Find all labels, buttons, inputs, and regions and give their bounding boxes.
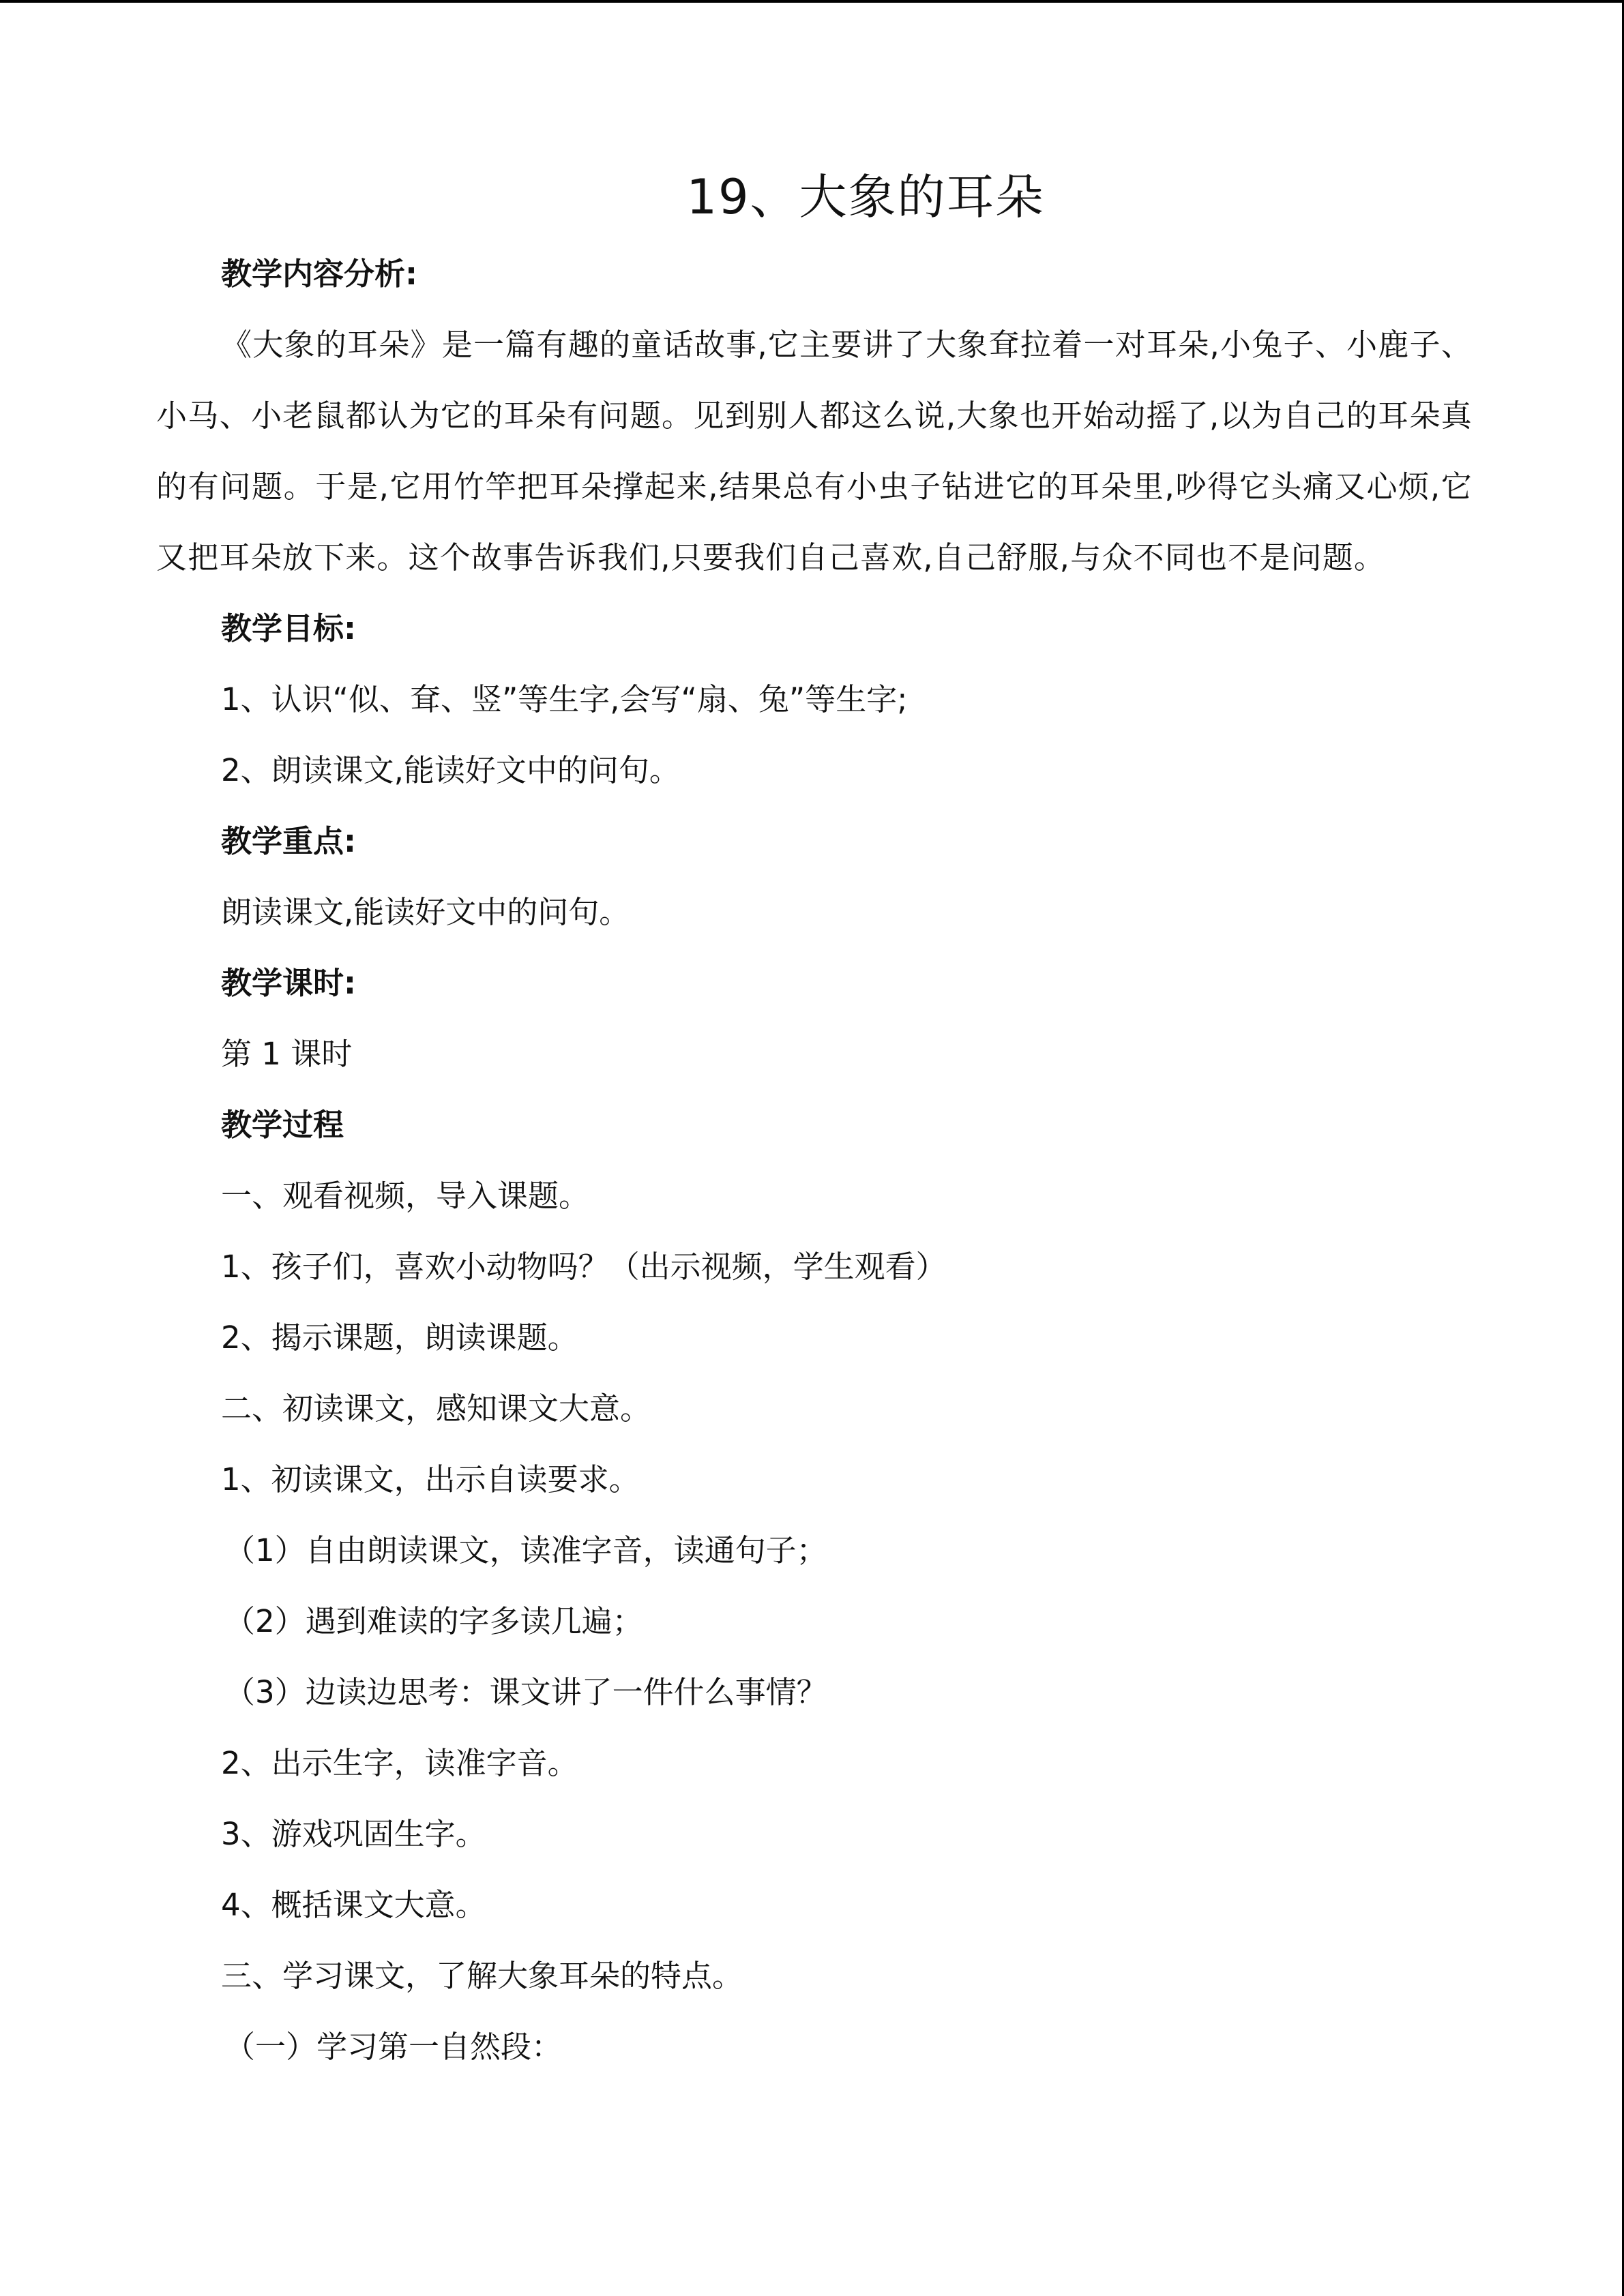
analysis-paragraph: 《大象的耳朵》是一篇有趣的童话故事,它主要讲了大象耷拉着一对耳朵,小兔子、小鹿子、小马、小老鼠都认为它的耳朵有问题。见到别人都这么说,大象也开始动摇了,以为自己的耳朵真的有问题。于是,它用竹竿把耳朵撑起来,结果总有小虫子钻进它的耳朵里,吵得它头痛又心烦,它又把耳朵放下来。这个故事告诉我们,只要我们自己喜欢,自己舒服,与众不同也不是问题。 — [156, 327, 1473, 576]
focus-heading: 教学重点: — [221, 823, 356, 859]
document-title: 19、大象的耳朵 — [686, 169, 1045, 225]
time-text: 第 1 课时 — [221, 1036, 353, 1072]
analysis-heading: 教学内容分析: — [221, 256, 417, 292]
process-line: 2、出示生字，读准字音。 — [221, 1745, 578, 1781]
process-line: 3、游戏巩固生字。 — [221, 1816, 486, 1852]
process-line: 三、学习课文，了解大象耳朵的特点。 — [221, 1958, 743, 1994]
process-line: 一、观看视频，导入课题。 — [221, 1178, 590, 1214]
focus-text: 朗读课文,能读好文中的问句。 — [221, 894, 630, 930]
process-line: （一）学习第一自然段： — [224, 2029, 563, 2065]
process-heading: 教学过程 — [221, 1107, 344, 1143]
document-body — [156, 239, 1473, 2083]
process-line: （2）遇到难读的字多读几遍； — [224, 1603, 643, 1639]
time-heading: 教学课时: — [221, 965, 356, 1001]
process-line: 二、初读课文，感知课文大意。 — [221, 1390, 651, 1427]
goal-item: 2、朗读课文,能读好文中的问句。 — [221, 752, 680, 788]
process-line: 4、概括课文大意。 — [221, 1887, 486, 1923]
process-line: （1）自由朗读课文，读准字音，读通句子； — [224, 1532, 827, 1568]
goal-item: 1、认识“似、耷、竖”等生字,会写“扇、兔”等生字; — [221, 681, 908, 717]
process-line: 2、揭示课题，朗读课题。 — [221, 1320, 578, 1356]
process-line: 1、孩子们，喜欢小动物吗？（出示视频，学生观看） — [221, 1249, 947, 1285]
goals-heading: 教学目标: — [221, 610, 356, 646]
process-line: 1、初读课文，出示自读要求。 — [221, 1461, 640, 1497]
process-line: （3）边读边思考：课文讲了一件什么事情？ — [224, 1674, 827, 1710]
